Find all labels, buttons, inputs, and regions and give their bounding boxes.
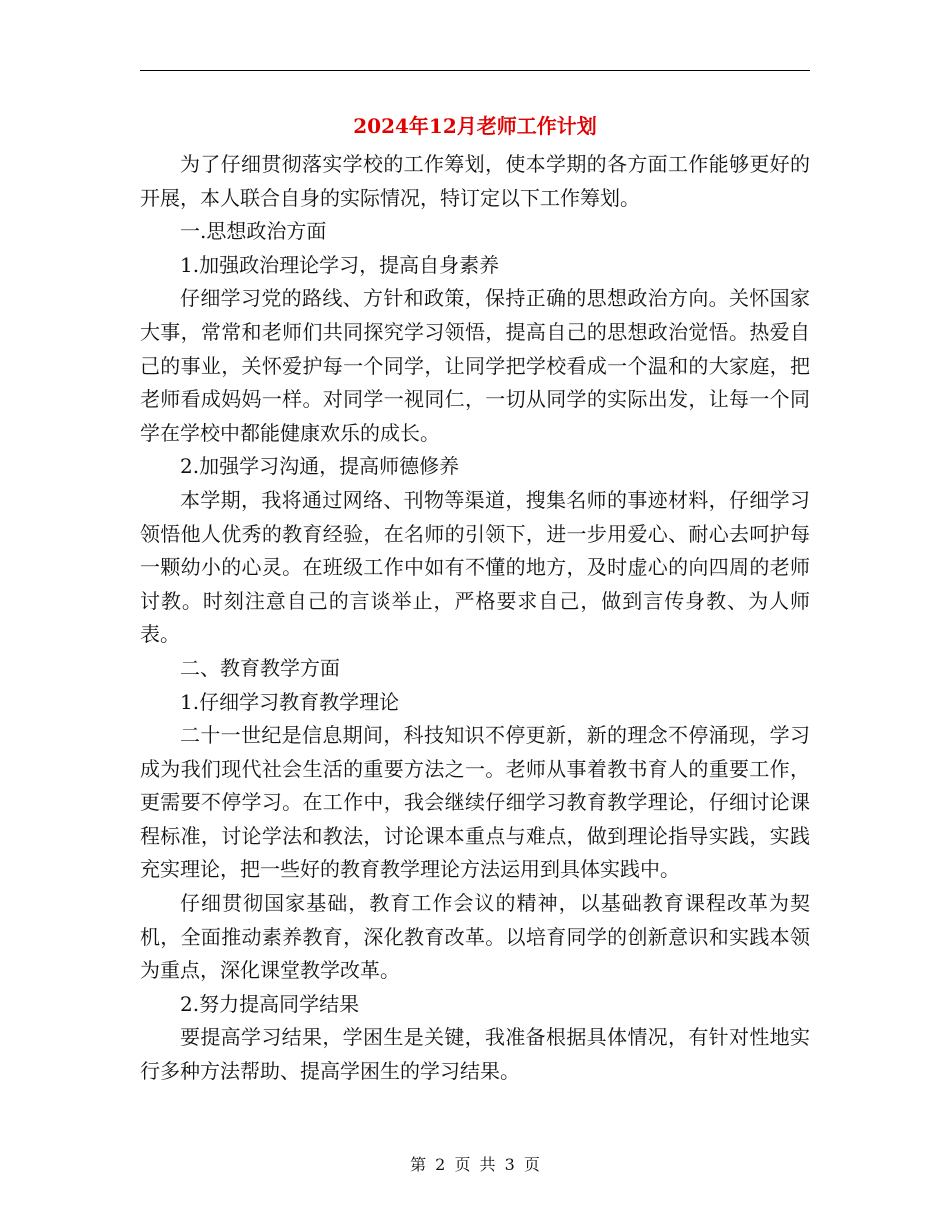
page-number-footer: 第 2 页 共 3 页 — [410, 1155, 540, 1174]
paragraph-2-1b: 仔细贯彻国家基础，教育工作会议的精神，以基础教育课程改革为契机，全面推动素养教育，深化教育改革。以培育同学的创新意识和实践本领为重点，深化课堂教学改革。 — [140, 891, 810, 983]
subsection-heading-1-2: 2.加强学习沟通，提高师德修养 — [180, 454, 460, 479]
section-heading-1: 一.思想政治方面 — [180, 219, 327, 244]
paragraph-1-1: 仔细学习党的路线、方针和政策，保持正确的思想政治方向。关怀国家大事，常常和老师们共同探究学习领悟，提高自己的思想政治觉悟。热爱自己的事业，关怀爱护每一个同学，让同学把学校看成一个温和的大家庭，把老师看成妈妈一样。对同学一视同仁，一切从同学的实际出发，让每一个同学在学校中都能健康欢乐的成长。 — [140, 286, 810, 445]
paragraph-2-2: 要提高学习结果，学困生是关键，我准备根据具体情况，有针对性地实行多种方法帮助、提高学困生的学习结果。 — [140, 1025, 810, 1084]
header-rule — [140, 70, 810, 71]
paragraph-2-1a: 二十一世纪是信息期间，科技知识不停更新，新的理念不停涌现，学习成为我们现代社会生活的重要方法之一。老师从事着教书育人的重要工作，更需要不停学习。在工作中，我会继续仔细学习教育教学理论，仔细讨论课程标准，讨论学法和教法，讨论课本重点与难点，做到理论指导实践，实践充实理论，把一些好的教育教学理论方法运用到具体实践中。 — [140, 723, 810, 882]
subsection-heading-1-1: 1.加强政治理论学习，提高自身素养 — [180, 252, 500, 277]
intro-paragraph: 为了仔细贯彻落实学校的工作筹划，使本学期的各方面工作能够更好的开展，本人联合自身的实际情况，特订定以下工作筹划。 — [140, 152, 810, 210]
paragraph-1-2: 本学期，我将通过网络、刊物等渠道，搜集名师的事迹材料，仔细学习领悟他人优秀的教育经验，在名师的引领下，进一步用爱心、耐心去呵护每一颗幼小的心灵。在班级工作中如有不懂的地方，及时虚心的向四周的老师讨教。时刻注意自己的言谈举止，严格要求自己，做到言传身教、为人师表。 — [140, 487, 810, 647]
document-body — [140, 148, 810, 1089]
subsection-heading-2-1: 1.仔细学习教育教学理论 — [180, 689, 400, 714]
subsection-heading-2-2: 2.努力提高同学结果 — [180, 991, 360, 1016]
section-heading-2: 二、教育教学方面 — [180, 655, 340, 680]
document-title: 2024年12月老师工作计划 — [353, 114, 597, 138]
